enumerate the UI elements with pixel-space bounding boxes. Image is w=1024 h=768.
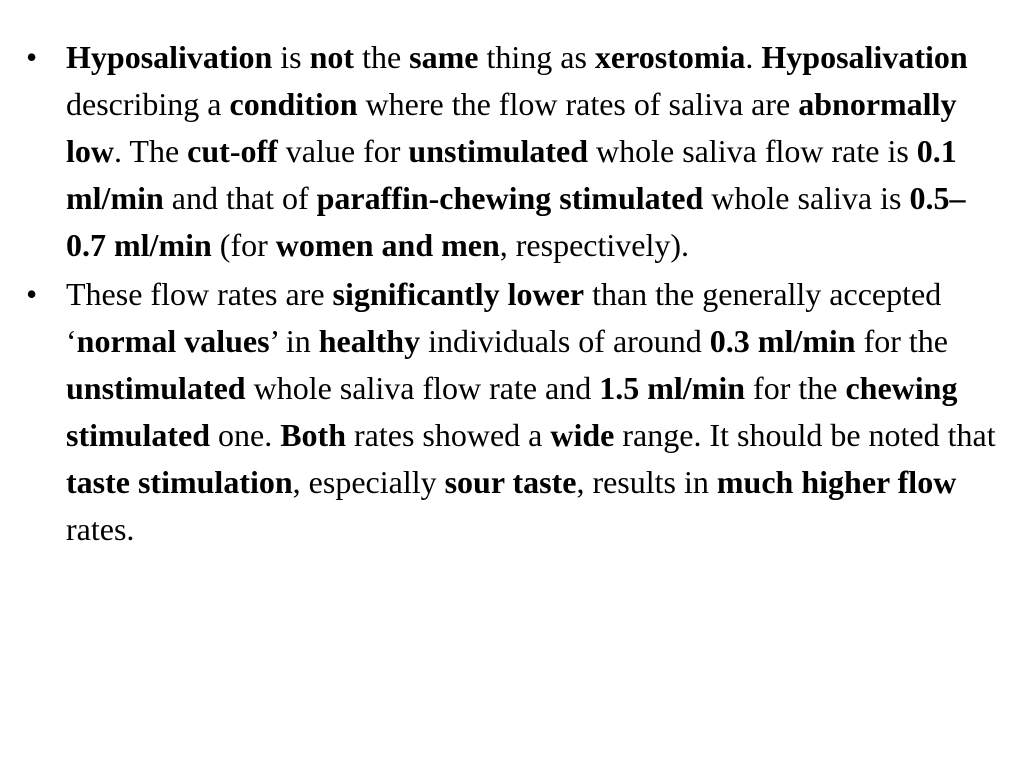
text-run: for the xyxy=(855,323,948,359)
text-run: whole saliva flow rate and xyxy=(245,370,600,406)
bold-run: healthy xyxy=(318,323,421,359)
text-run: than the generally accepted ‘ xyxy=(66,276,942,359)
bold-run: much higher flow xyxy=(716,464,957,500)
bullet-text xyxy=(66,39,968,263)
bullet-item xyxy=(26,271,1000,553)
text-run: value for xyxy=(277,133,409,169)
bullet-item xyxy=(26,34,1000,269)
bold-run: condition xyxy=(229,86,358,122)
text-run: whole saliva flow rate is xyxy=(588,133,917,169)
text-run: individuals of around xyxy=(420,323,710,359)
bold-run: 1.5 ml/min xyxy=(599,370,746,406)
text-run: range. It should be noted that xyxy=(614,417,996,453)
text-run: and that of xyxy=(163,180,317,216)
text-run: thing as xyxy=(478,39,595,75)
text-run: rates showed a xyxy=(346,417,551,453)
text-run: is xyxy=(272,39,310,75)
text-run: , especially xyxy=(292,464,445,500)
text-run: These flow rates are xyxy=(66,276,333,312)
bold-run: Both xyxy=(280,417,346,453)
bold-run: taste stimulation xyxy=(66,464,293,500)
bold-run: chewing stimulated xyxy=(66,370,958,453)
bold-run: significantly lower xyxy=(332,276,585,312)
bullet-list xyxy=(26,34,1000,553)
text-run: . xyxy=(745,39,762,75)
bold-run: normal values xyxy=(76,323,270,359)
bold-run: xerostomia xyxy=(594,39,746,75)
bold-run: same xyxy=(409,39,479,75)
bold-run: cut-off xyxy=(187,133,278,169)
bold-run: paraffin-chewing stimulated xyxy=(316,180,704,216)
bold-run: 0.1 ml/min xyxy=(66,133,957,216)
text-run: whole saliva is xyxy=(703,180,910,216)
bold-run: sour taste xyxy=(444,464,577,500)
text-run: , results in xyxy=(576,464,717,500)
bullet-text xyxy=(66,276,996,547)
bold-run: 0.3 ml/min xyxy=(709,323,856,359)
text-run: rates. xyxy=(66,511,135,547)
text-run: ’ in xyxy=(269,323,319,359)
text-run: for the xyxy=(745,370,846,406)
text-run: . The xyxy=(114,133,188,169)
bold-run: 0.5–0.7 ml/min xyxy=(66,180,966,263)
bold-run: abnormally low xyxy=(66,86,957,169)
bold-run: Hyposalivation xyxy=(66,39,273,75)
bold-run: unstimulated xyxy=(66,370,246,406)
text-run: , respectively). xyxy=(499,227,690,263)
bold-run: unstimulated xyxy=(408,133,588,169)
bold-run: wide xyxy=(550,417,615,453)
text-run: (for xyxy=(211,227,276,263)
text-run: where the flow rates of saliva are xyxy=(357,86,799,122)
text-run: one. xyxy=(210,417,281,453)
bold-run: Hyposalivation xyxy=(761,39,968,75)
bold-run: not xyxy=(309,39,355,75)
bold-run: women and men xyxy=(275,227,500,263)
bullet-dot-icon: • xyxy=(26,39,38,75)
text-run: describing a xyxy=(66,86,230,122)
bullet-dot-icon: • xyxy=(26,276,38,312)
text-run: the xyxy=(354,39,410,75)
